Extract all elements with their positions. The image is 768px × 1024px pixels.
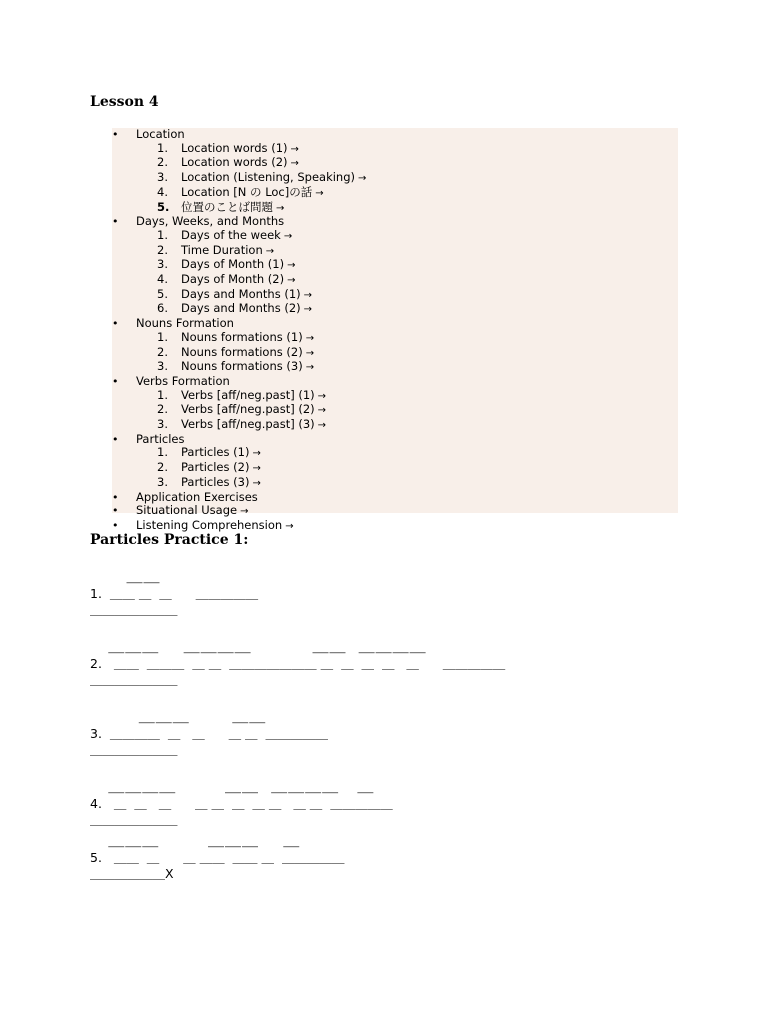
toc-link[interactable] <box>112 171 678 186</box>
toc-link-number: 4. <box>157 272 168 287</box>
toc-topic <box>112 433 678 447</box>
toc-link[interactable] <box>112 389 678 404</box>
toc-link-number: 1. <box>157 387 168 402</box>
toc-link-label[interactable]: Time Duration <box>181 242 263 257</box>
toc-sublist <box>112 446 678 490</box>
toc-link-label[interactable]: Location [N の Loc]の話 <box>181 184 313 199</box>
toc-link[interactable] <box>112 273 678 288</box>
toc-link[interactable] <box>112 156 678 171</box>
exercise-reading: ＿＿＿ ＿＿＿＿ ＿＿ ＿＿＿＿ <box>90 636 427 655</box>
toc-link-number: 4. <box>157 184 168 199</box>
toc-link-label[interactable]: Particles (3) <box>181 474 250 489</box>
arrow-icon[interactable]: → <box>290 143 299 155</box>
toc-topic <box>112 491 678 505</box>
arrow-icon[interactable]: → <box>240 506 249 518</box>
arrow-icon[interactable]: → <box>252 448 261 460</box>
toc-link[interactable] <box>112 476 678 491</box>
arrow-icon[interactable]: → <box>317 405 327 417</box>
toc-link-number: 2. <box>157 460 168 475</box>
toc-sublist <box>112 229 678 317</box>
exercise-item <box>90 830 690 882</box>
exercise-answer: ＿＿＿＿＿＿＿ <box>90 672 178 687</box>
exercise-item <box>90 706 690 758</box>
toc-link-number: 3. <box>157 359 168 374</box>
arrow-icon[interactable]: → <box>317 390 327 402</box>
toc-link-label[interactable]: Nouns formations (2) <box>181 344 303 359</box>
table-of-contents <box>112 127 678 532</box>
arrow-icon[interactable]: → <box>305 362 315 374</box>
exercise-item <box>90 776 690 828</box>
exercise-sentence: 1. ＿＿ ＿ ＿ ＿＿＿＿＿ <box>90 586 259 601</box>
arrow-icon[interactable]: → <box>303 289 313 301</box>
toc-link-number: 6. <box>157 301 168 316</box>
toc-link[interactable] <box>112 360 678 375</box>
toc-sublist <box>112 142 678 216</box>
toc-link-number: 2. <box>157 242 168 257</box>
exercise-reading: ＿＿ <box>90 566 161 585</box>
toc-link-label[interactable]: Days and Months (1) <box>181 286 301 301</box>
arrow-icon[interactable]: → <box>265 245 275 257</box>
toc-link[interactable] <box>112 288 678 303</box>
toc-topic-label: Particles <box>136 431 185 446</box>
toc-link-label[interactable]: Days of Month (2) <box>181 272 285 287</box>
toc-list <box>112 128 678 534</box>
toc-link-number: 5. <box>157 199 170 214</box>
toc-link-number: 3. <box>157 257 168 272</box>
arrow-icon[interactable]: → <box>287 275 296 287</box>
arrow-icon[interactable]: → <box>252 463 261 475</box>
toc-topic-label: Application Exercises <box>136 489 258 504</box>
toc-link-number: 5. <box>157 286 168 301</box>
exercise-answer: ＿＿＿＿＿＿X <box>90 866 174 881</box>
toc-link[interactable] <box>112 258 678 273</box>
toc-link-label[interactable]: Particles (2) <box>181 460 250 475</box>
toc-link[interactable] <box>112 186 678 201</box>
toc-topic-label: Location <box>136 127 185 141</box>
toc-link-number: 1. <box>157 445 168 460</box>
arrow-icon[interactable]: → <box>305 332 315 344</box>
toc-topic-label: Days, Weeks, and Months <box>136 214 285 229</box>
toc-link-number: 2. <box>157 155 168 170</box>
practice-title: Particles Practice 1: <box>90 532 249 548</box>
toc-sublist <box>112 331 678 375</box>
arrow-icon[interactable]: → <box>303 304 313 316</box>
toc-link-label[interactable]: 位置のことば問題 <box>181 199 273 214</box>
arrow-icon[interactable]: → <box>290 158 299 170</box>
toc-link[interactable] <box>112 229 678 244</box>
toc-link[interactable] <box>112 331 678 346</box>
toc-link-label[interactable]: Verbs [aff/neg.past] (3) <box>181 417 315 432</box>
toc-sublist <box>112 389 678 433</box>
arrow-icon[interactable]: → <box>315 187 324 199</box>
exercise-list <box>90 566 690 882</box>
toc-link[interactable] <box>112 346 678 361</box>
exercise-answer: ＿＿＿＿＿＿＿ <box>90 812 178 827</box>
toc-topic <box>112 215 678 229</box>
exercise-reading: ＿＿＿＿ ＿＿ ＿＿＿＿ ＿ <box>90 776 375 795</box>
toc-topic <box>112 128 678 142</box>
lesson-title: Lesson 4 <box>90 94 159 110</box>
exercise-answer: ＿＿＿＿＿＿＿ <box>90 742 178 757</box>
toc-link-number: 3. <box>157 474 168 489</box>
toc-topic <box>112 317 678 331</box>
toc-topic-label: Nouns Formation <box>136 316 234 331</box>
toc-link-label[interactable]: Location words (2) <box>181 155 288 170</box>
toc-link-number: 1. <box>157 227 168 242</box>
arrow-icon[interactable]: → <box>287 260 296 272</box>
arrow-icon[interactable]: → <box>305 347 315 359</box>
toc-topic-label: Verbs Formation <box>136 373 230 388</box>
toc-link-number: 2. <box>157 344 168 359</box>
toc-topic-label[interactable]: Listening Comprehension <box>136 517 283 532</box>
toc-link-label[interactable]: Verbs [aff/neg.past] (1) <box>181 387 315 402</box>
exercise-sentence: 3. ＿＿＿＿ ＿ ＿ ＿ ＿ ＿＿＿＿＿ <box>90 726 329 741</box>
exercise-sentence: 5. ＿＿ ＿ ＿ ＿＿ ＿＿ ＿ ＿＿＿＿＿ <box>90 850 345 865</box>
arrow-icon[interactable]: → <box>358 173 367 185</box>
arrow-icon[interactable]: → <box>276 202 285 214</box>
exercise-reading: ＿＿＿ ＿＿ <box>90 706 267 725</box>
toc-link-label[interactable]: Nouns formations (3) <box>181 359 303 374</box>
arrow-icon[interactable]: → <box>285 520 294 532</box>
toc-link-label[interactable]: Particles (1) <box>181 445 250 460</box>
exercise-answer: ＿＿＿＿＿＿＿ <box>90 602 178 617</box>
toc-link[interactable] <box>112 302 678 317</box>
toc-link[interactable] <box>112 461 678 476</box>
toc-link[interactable] <box>112 201 678 216</box>
toc-link-number: 3. <box>157 417 168 432</box>
toc-link-number: 2. <box>157 402 168 417</box>
toc-link-label[interactable]: Days of the week <box>181 227 281 242</box>
exercise-item <box>90 566 690 618</box>
arrow-icon[interactable]: → <box>252 477 261 489</box>
exercise-sentence: 4. ＿ ＿ ＿ ＿ ＿ ＿ ＿ ＿ ＿ ＿ ＿＿＿＿＿ <box>90 796 393 811</box>
toc-link-label[interactable]: Nouns formations (1) <box>181 329 303 344</box>
exercise-reading: ＿＿＿ ＿＿＿ ＿ <box>90 830 301 849</box>
toc-link-number: 1. <box>157 140 168 155</box>
toc-link-label[interactable]: Location words (1) <box>181 140 288 155</box>
exercise-sentence: 2. ＿＿ ＿＿＿ ＿ ＿ ＿＿＿＿＿＿＿ ＿ ＿ ＿ ＿ ＿ ＿＿＿＿＿ <box>90 656 506 671</box>
toc-link[interactable] <box>112 446 678 461</box>
toc-link-label[interactable]: Days and Months (2) <box>181 301 301 316</box>
toc-topic-label[interactable]: Situational Usage <box>136 503 238 518</box>
toc-link-number: 3. <box>157 170 168 185</box>
toc-link-label[interactable]: Days of Month (1) <box>181 257 285 272</box>
toc-link-label[interactable]: Location (Listening, Speaking) <box>181 170 355 185</box>
toc-link[interactable] <box>112 403 678 418</box>
toc-topic <box>112 504 678 519</box>
toc-link[interactable] <box>112 244 678 259</box>
exercise-item <box>90 636 690 688</box>
toc-link[interactable] <box>112 142 678 157</box>
toc-link-number: 1. <box>157 329 168 344</box>
toc-link-label[interactable]: Verbs [aff/neg.past] (2) <box>181 402 315 417</box>
toc-link[interactable] <box>112 418 678 433</box>
toc-topic <box>112 375 678 389</box>
arrow-icon[interactable]: → <box>283 230 293 242</box>
arrow-icon[interactable]: → <box>317 420 327 432</box>
